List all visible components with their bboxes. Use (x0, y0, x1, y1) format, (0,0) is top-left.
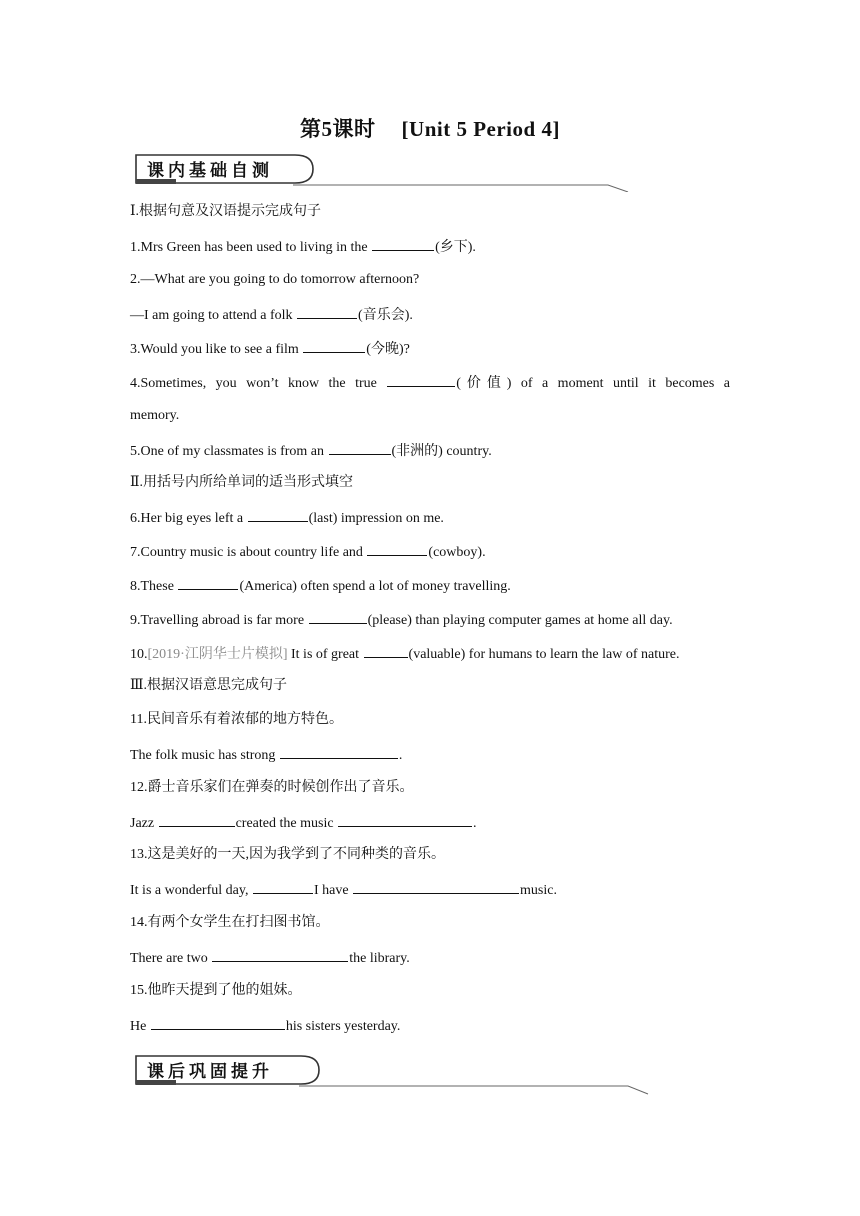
answer-blank[interactable] (364, 643, 408, 658)
answer-blank[interactable] (353, 879, 519, 894)
answer-blank[interactable] (280, 744, 398, 759)
question-10: 10.[2019·江阴华士片模拟] It is of great (valuable) for humans to learn the law of nature. (130, 643, 679, 665)
answer-blank[interactable] (338, 812, 472, 827)
answer-blank[interactable] (367, 541, 427, 556)
question-12: Jazz created the music . (130, 812, 477, 834)
answer-blank[interactable] (303, 338, 365, 353)
answer-blank[interactable] (178, 575, 238, 590)
question-11: The folk music has strong . (130, 744, 402, 766)
question-4: 4.Sometimes, you won’t know the true (价值) of a moment until it becomes a (130, 372, 730, 394)
question-5: 5.One of my classmates is from an (非洲的) country. (130, 440, 492, 462)
answer-blank[interactable] (329, 440, 391, 455)
answer-blank[interactable] (387, 372, 455, 387)
question-12-chinese: 12.爵士音乐家们在弹奏的时候创作出了音乐。 (130, 780, 414, 795)
question-7: 7.Country music is about country life and (cowboy). (130, 541, 486, 563)
answer-blank[interactable] (309, 609, 367, 624)
section-heading-3: Ⅲ.根据汉语意思完成句子 (130, 678, 288, 693)
answer-blank[interactable] (159, 812, 235, 827)
title-chinese: 第5课时 (300, 117, 376, 141)
title-english: [Unit 5 Period 4] (401, 117, 560, 141)
answer-blank[interactable] (297, 304, 357, 319)
answer-blank[interactable] (151, 1015, 285, 1030)
page-title (0, 113, 860, 143)
banner-label: 课内基础自测 (147, 161, 273, 181)
banner-label: 课后巩固提升 (147, 1062, 273, 1082)
question-15: He his sisters yesterday. (130, 1015, 400, 1037)
question-15-chinese: 15.他昨天提到了他的姐妹。 (130, 983, 302, 998)
question-13: It is a wonderful day, I have music. (130, 879, 557, 901)
section-heading-2: Ⅱ.用括号内所给单词的适当形式填空 (130, 475, 354, 490)
question-2-response: —I am going to attend a folk (音乐会). (130, 304, 413, 326)
section-banner-after-class (133, 1053, 653, 1089)
question-13-chinese: 13.这是美好的一天,因为我学到了不同种类的音乐。 (130, 847, 445, 862)
question-8: 8.These (America) often spend a lot of money travelling. (130, 575, 511, 597)
question-1: 1.Mrs Green has been used to living in the (乡下). (130, 236, 476, 258)
question-11-chinese: 11.民间音乐有着浓郁的地方特色。 (130, 712, 343, 727)
answer-blank[interactable] (212, 947, 348, 962)
question-3: 3.Would you like to see a film (今晚)? (130, 338, 410, 360)
answer-blank[interactable] (372, 236, 434, 251)
question-14: There are two the library. (130, 947, 410, 969)
question-4-cont: memory. (130, 408, 180, 423)
section-banner-in-class (133, 152, 633, 188)
answer-blank[interactable] (248, 507, 308, 522)
question-14-chinese: 14.有两个女学生在打扫图书馆。 (130, 915, 330, 930)
question-6: 6.Her big eyes left a (last) impression on me. (130, 507, 444, 529)
section-heading-1: Ⅰ.根据句意及汉语提示完成句子 (130, 204, 322, 219)
answer-blank[interactable] (253, 879, 313, 894)
question-source: [2019·江阴华士片模拟] (147, 647, 288, 662)
question-2-prompt: 2.—What are you going to do tomorrow afternoon? (130, 272, 420, 287)
question-9: 9.Travelling abroad is far more (please) than playing computer games at home all day. (130, 609, 673, 631)
